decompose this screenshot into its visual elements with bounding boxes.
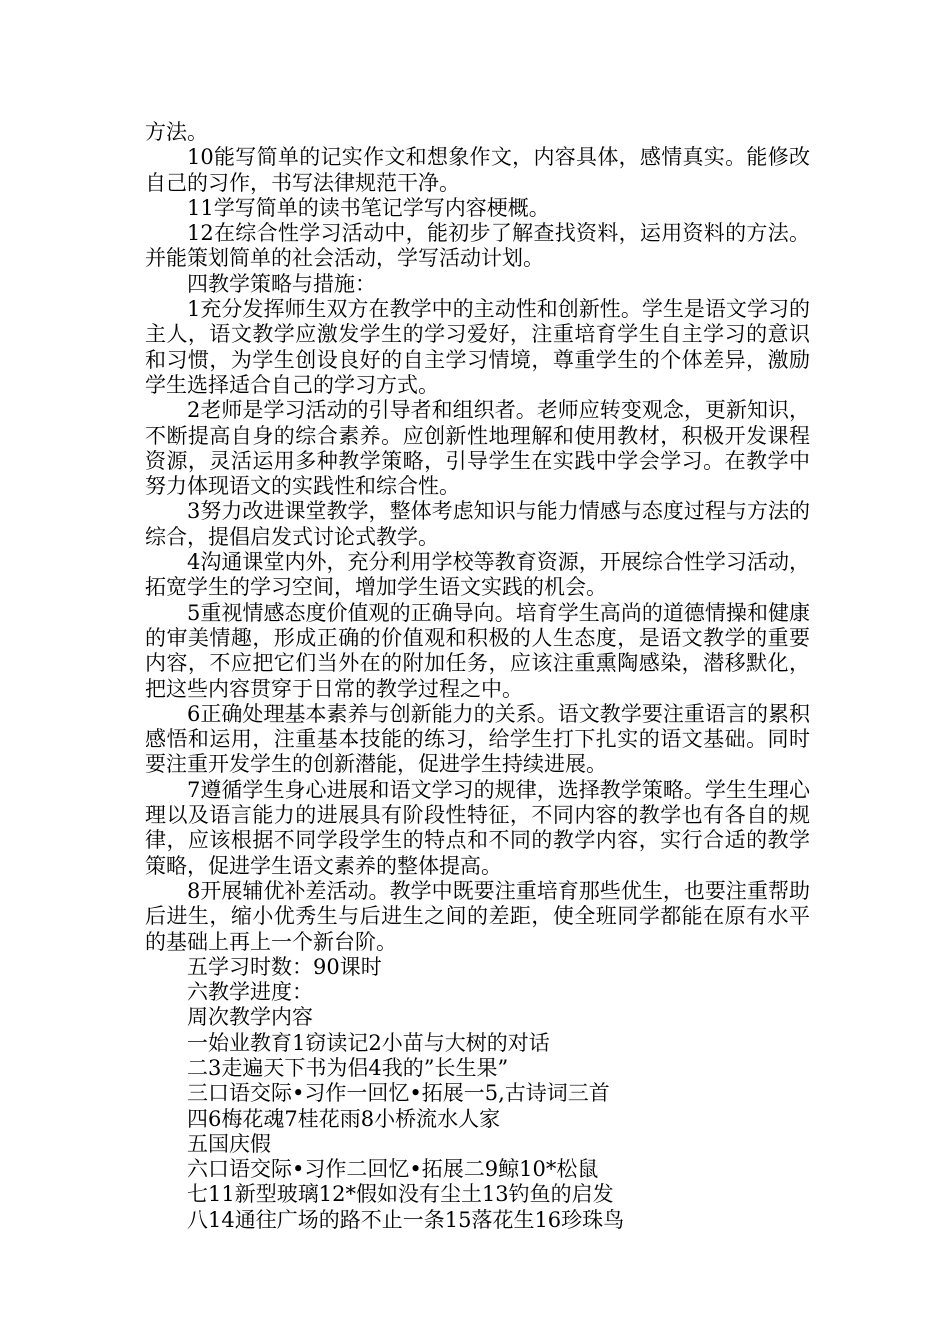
paragraph-strategy-4: 4沟通课堂内外，充分利用学校等教育资源，开展综合性学习活动，拓宽学生的学习空间，增加学生语文实践的机会。 [145,550,810,600]
paragraph-goal-10: 10能写简单的记实作文和想象作文，内容具体，感情真实。能修改自己的习作，书写法律规范干净。 [145,145,810,195]
schedule-week-1: 一始业教育1窃读记2小苗与大树的对话 [187,1030,550,1055]
paragraph-strategy-7: 7遵循学生身心进展和语文学习的规律，选择教学策略。学生生理心理以及语言能力的进展具有阶段性特征，不同内容的教学也有各自的规律，应该根据不同学段学生的特点和不同的教学内容，实行合适的教学策略，促进学生语文素养的整体提高。 [145,777,810,878]
schedule-week-6: 六口语交际•习作二回忆•拓展二9鲸10*松鼠 [187,1157,599,1182]
schedule-header: 周次教学内容 [187,1005,313,1030]
paragraph-goal-12: 12在综合性学习活动中，能初步了解查找资料，运用资料的方法。并能策划简单的社会活动，学写活动计划。 [145,221,810,271]
paragraph-strategy-3: 3努力改进课堂教学，整体考虑知识与能力情感与态度过程与方法的综合，提倡启发式讨论式教学。 [145,499,810,549]
section-heading-strategies: 四教学策略与措施： [187,271,376,296]
paragraph-strategy-2: 2老师是学习活动的引导者和组织者。老师应转变观念，更新知识，不断提高自身的综合素养。应创新性地理解和使用教材，积极开发课程资源，灵活运用多种教学策略，引导学生在实践中学会学习。在教学中努力体现语文的实践性和综合性。 [145,398,810,499]
section-heading-hours: 五学习时数：90课时 [187,954,382,979]
paragraph-goal-11: 11学写简单的读书笔记学写内容梗概。 [187,195,550,220]
section-heading-schedule: 六教学进度： [187,980,313,1005]
schedule-week-2: 二3走遍天下书为侣4我的”长生果” [187,1055,509,1080]
schedule-week-3: 三口语交际•习作一回忆•拓展一5,古诗词三首 [187,1081,610,1106]
paragraph-continuation: 方法。 [145,120,208,144]
paragraph-strategy-8: 8开展辅优补差活动。教学中既要注重培育那些优生，也要注重帮助后进生，缩小优秀生与后进生之间的差距，使全班同学都能在原有水平的基础上再上一个新台阶。 [145,878,810,954]
document-body [145,120,810,1233]
schedule-week-8: 八14通往广场的路不止一条15落花生16珍珠鸟 [187,1207,625,1232]
paragraph-strategy-5: 5重视情感态度价值观的正确导向。培育学生高尚的道德情操和健康的审美情趣，形成正确的价值观和积极的人生态度，是语文教学的重要内容，不应把它们当外在的附加任务，应该注重熏陶感染，潜移默化，把这些内容贯穿于日常的教学过程之中。 [145,600,810,701]
schedule-week-5: 五国庆假 [187,1131,271,1156]
paragraph-strategy-6: 6正确处理基本素养与创新能力的关系。语文教学要注重语言的累积感悟和运用，注重基本技能的练习，给学生打下扎实的语文基础。同时要注重开发学生的创新潜能，促进学生持续进展。 [145,701,810,777]
schedule-week-4: 四6梅花魂7桂花雨8小桥流水人家 [187,1106,501,1131]
schedule-week-7: 七11新型玻璃12*假如没有尘土13钓鱼的启发 [187,1182,614,1207]
paragraph-strategy-1: 1充分发挥师生双方在教学中的主动性和创新性。学生是语文学习的主人，语文教学应激发学生的学习爱好，注重培育学生自主学习的意识和习惯，为学生创设良好的自主学习情境，尊重学生的个体差异，激励学生选择适合自己的学习方式。 [145,297,810,397]
